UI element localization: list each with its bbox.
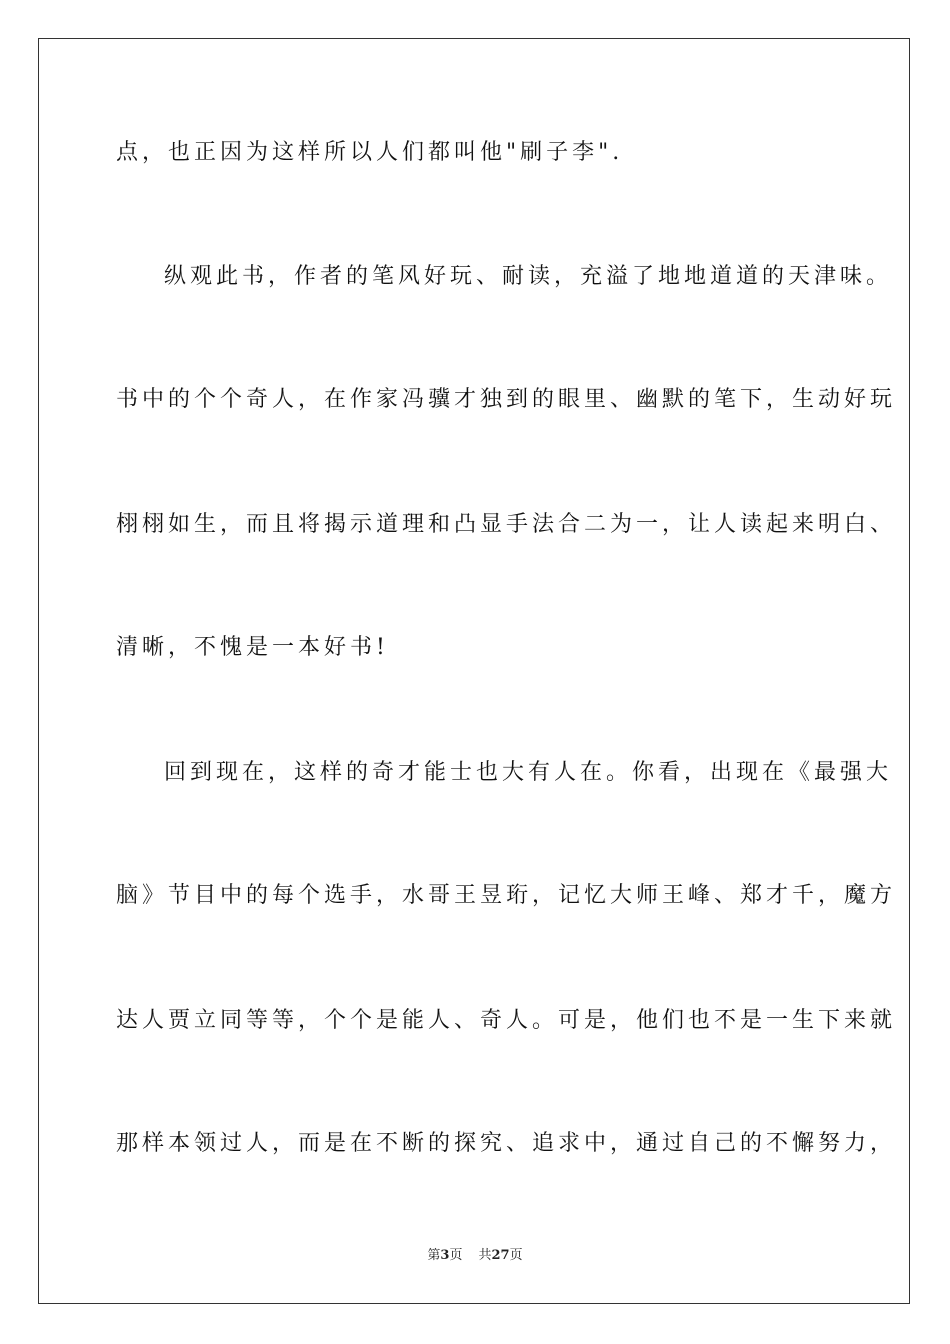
paragraph-3-line-1: 回到现在，这样的奇才能士也大有人在。你看，出现在《最强大 [164, 760, 893, 785]
paragraph-2-line-2: 书中的个个奇人，在作家冯骥才独到的眼里、幽默的笔下，生动好玩 [116, 387, 897, 412]
text-line-1: 点，也正因为这样所以人们都叫他"刷子李". [116, 140, 624, 165]
total-pages: 27 [491, 1248, 510, 1263]
page-suffix: 页 [449, 1248, 463, 1263]
paragraph-3-line-2: 脑》节目中的每个选手，水哥王昱珩，记忆大师王峰、郑才千，魔方 [116, 883, 897, 908]
total-prefix: 共 [478, 1248, 492, 1263]
paragraph-2-line-4: 清晰，不愧是一本好书! [116, 635, 389, 660]
paragraph-2-line-1: 纵观此书，作者的笔风好玩、耐读，充溢了地地道道的天津味。 [164, 264, 893, 289]
page-footer [0, 1247, 950, 1265]
total-suffix: 页 [509, 1248, 523, 1263]
paragraph-3-line-4: 那样本领过人，而是在不断的探究、追求中，通过自己的不懈努力， [116, 1131, 897, 1156]
page-number: 3 [440, 1248, 450, 1263]
page-prefix: 第 [427, 1248, 441, 1263]
paragraph-2-line-3: 栩栩如生，而且将揭示道理和凸显手法合二为一，让人读起来明白、 [116, 512, 897, 537]
paragraph-3-line-3: 达人贾立同等等，个个是能人、奇人。可是，他们也不是一生下来就 [116, 1008, 897, 1033]
page-border [38, 38, 910, 1304]
